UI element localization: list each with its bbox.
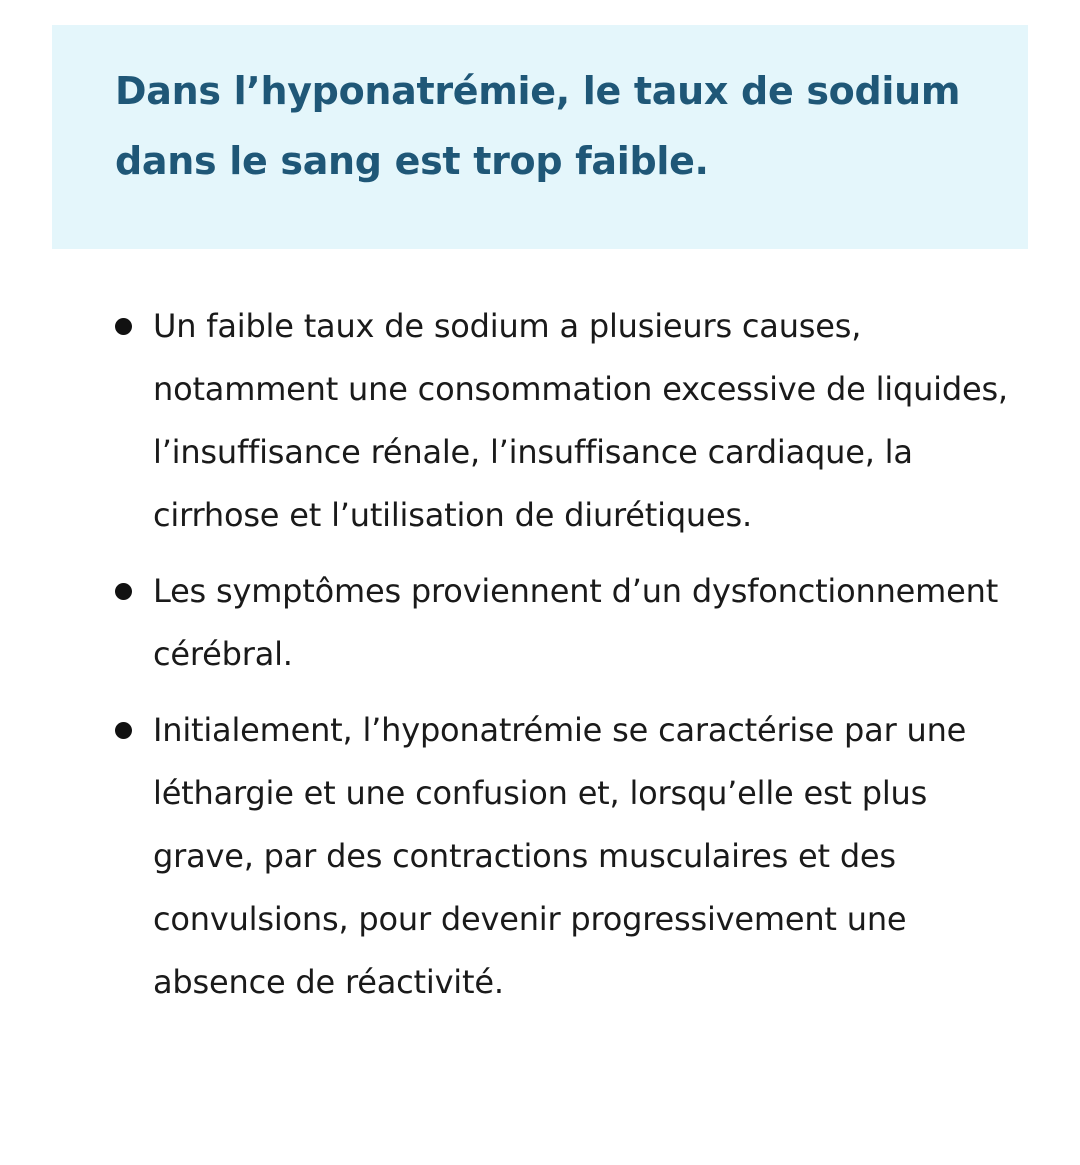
key-point-callout [52,25,1028,249]
callout-title: Dans l’hyponatrémie, le taux de sodium dans le sang est trop faible. [115,69,961,183]
bullet-dot-icon [115,583,132,600]
list-item [113,699,1033,1014]
list-item [113,560,1033,686]
list-item-text: Un faible taux de sodium a plusieurs causes, notamment une consommation excessive de liquides, l’insuffisance rénale, l’insuffisance cardiaque, la cirrhose et l’utilisation de diurétiques. [153,307,1008,534]
bullet-dot-icon [115,318,132,335]
list-item-text: Initialement, l’hyponatrémie se caractérise par une léthargie et une confusion et, lorsqu’elle est plus grave, par des contractions musculaires et des convulsions, pour devenir progressivement une absence de réactivité. [153,711,967,1001]
bullet-dot-icon [115,722,132,739]
list-item-text: Les symptômes proviennent d’un dysfonctionnement cérébral. [153,572,999,673]
key-points-list [113,295,1033,1027]
list-item [113,295,1033,547]
